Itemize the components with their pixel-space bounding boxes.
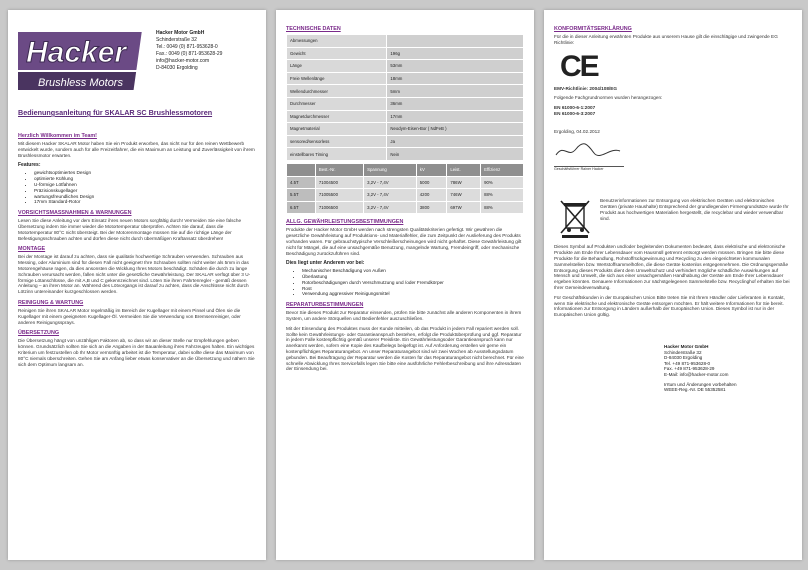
- repair-text-1: Bevor Sie dieses Produkt zur Reparatur einsenden, prüfen Sie bitte zunächst alle anderen Komponenten in ihrem System, um andere Störquellen und Bedienfehler auszuschließen.: [286, 310, 522, 322]
- address-line: D-84030 Ergolding: [664, 355, 703, 361]
- misuse-list: [286, 268, 524, 297]
- safety-text: Lesen Sie diese Anleitung vor dem Einsatz ihres neuen Motors sorgfältig durch! Vermeiden Sie eine falsche Übersetzung indem Sie immer wieder die Motortemperatur überprüfen. Achten Sie darauf, dass die Motortemperatur 80°C nicht übersteigt. Bei der Motorenmontage müssen Sie auf die richtige Länge der Befestigungsschrauben achten und dürfen diese nicht durch übermäßigen Kraftansatz überdrehen!: [18, 218, 242, 241]
- address-line: E-Mail: info@hacker-motor.com: [664, 371, 729, 377]
- address-line: Tel. +49 871-953628-0: [664, 360, 711, 366]
- repair-text-2: Mit der Einsendung des Produktes muss der Kunde mitteilen, ob das Produkt in jedem Fall repariert werden soll. Sollte kein Gewährleistungs- oder Garantieanspruch bestehen, erfolgt die Produktüberprüfung und ggf. Reparatur in jedem Falle kostenpflichtig gemäß unserer Preisliste. Ein Gewährleistungsoder Garantieanspruch kann nur anerkannt werden, sofern eine Kopie des Kaufbelegs beigefügt ist. Auf Anforderung erstellen wir gerne ein kostenpflichtiges Reparaturangebot. An unser Reparaturangebot sind wir zwei Wochen ab Ausstellungsdatum gebunden. Bei Beauftragung der Reparatur werden die Kosten für das Reparaturangebot nicht berechnet. Für eine schnelle Abwicklung Ihres Servicefalls legen Sie bitte eine ausführliche Fehlerbeschreibung und ihre Adressdaten der Einsendung bei.: [286, 325, 524, 372]
- table-row: 6.5T 71006500 3,2V - 7,4V 3800 697W 88%: [287, 201, 524, 214]
- address-line: Tel.: 0049 (0) 871-953628-0: [156, 44, 218, 50]
- svg-text:Hacker: Hacker: [26, 36, 127, 69]
- table-row: Durchmesser 36mm: [287, 97, 524, 110]
- list-item: • Mechanischer Beschädigung von Außen: [302, 268, 524, 274]
- welcome-heading: Herzlich Willkommen im Team!: [18, 133, 97, 139]
- table-header-row: Best.-Nr. Spannung kV Leist. Effizienz: [287, 163, 524, 176]
- footer-address: [664, 344, 792, 393]
- conformity-heading: KONFORMITÄTSERKLÄRUNG: [554, 26, 632, 32]
- cleaning-text: Reinigen Sie ihren SKALAR Motor regelmäßig im Bereich der Kugellager mit einem Pinsel und Ölen sie die Kugellager mit einem geeigneten Kugellager-Öl. Vermeiden Sie die Verwendung von Bremsenreiniger, oder anderen Reinigungssprays.: [18, 307, 241, 325]
- norms-intro: Folgende Fachgrundnormen wurden herangezogen:: [554, 95, 663, 101]
- weee-reg: WEEE-Reg.-Nr. DE 55352581: [664, 387, 726, 393]
- list-item: • Rotorbeschädigungen durch Verschmutzung und /oder Fremdkörper: [302, 280, 524, 286]
- list-item: • 17mm Standard-Rotor: [34, 199, 256, 205]
- norm: EN 61000-6-1:2007: [554, 105, 596, 111]
- table-row: einstellbares Timing Nein: [287, 148, 524, 161]
- norm: EN 61000-6-3:2007: [554, 110, 596, 116]
- signature-date: Ergolding, 04.02.2012: [554, 128, 600, 134]
- table-row: 4.5T 71004500 3,2V - 7,4V 5000 786W 90%: [287, 176, 524, 189]
- hacker-logo: [18, 30, 142, 92]
- warranty-text: Produkte der Hacker Motor GmbH werden nach strengsten Qualitätskriterien gefertigt. Wir gewähren die gesetzliche Gewährleistung auf Produktions- und Materialfehler, die zum Zeitpunkt der Auslieferung des Produkts vorhanden waren. Für gebrauchstypische Verschleißerscheinungen wird nicht gehaftet. Diese Gewährleistung gilt nicht für Mängel, die auf eine unsachgemäße Benutzung, mangelnde Wartung, Fremdeingriff, oder mechanische Beschädigung zurückzuführen sind.: [286, 227, 522, 256]
- conformity-text: Für die in dieser Anleitung erwähnten Produkte aus unserem Hause gilt die einschlägige und zwingende EG Richtlinie:: [554, 34, 778, 45]
- address-line: Fax.: 0049 (0) 871-953628-29: [156, 51, 223, 57]
- table-row: Wellendurchmesser 5mm: [287, 85, 524, 98]
- gear-ratio-text: Die Übersetzung hängt von unzähligen Faktoren ab, so dass wir an dieser Stelle nur Empfehlungen geben können. Grundsätzlich sollten Sie sich an die Angaben in der Bauanleitung ihres Fahrzeuges halten. Ein wichtiges Kriterium um festzustellen ob Ihr Motor vernünftig arbeitet ist die Temperatur, dabei sollte diese das Maximum von 80°C niemals überschreiten. Gehen Sie am Anfang lieber etwas konservativer an die Übersetzung und nähern Sie sich dem Optimum langsam an.: [18, 338, 255, 367]
- svg-text:Brushless Motors: Brushless Motors: [38, 77, 123, 89]
- list-item: • wartungsfreundliches Design: [34, 194, 256, 200]
- mounting-heading: MONTAGE: [18, 246, 46, 253]
- features-list: [18, 170, 256, 205]
- ce-mark-icon: CE: [560, 49, 598, 83]
- company-name: Hacker Motor GmbH: [664, 343, 709, 349]
- weee-bin-icon: [558, 198, 592, 238]
- table-row: sensored/sensorless Ja: [287, 135, 524, 148]
- company-name: Hacker Motor GmbH: [156, 30, 205, 36]
- table-row: Gewicht 196g: [287, 47, 524, 60]
- eu-business-text: Für Geschäftskunden in der Europäischen Union Bitte treten Sie mit Ihrem Händler oder Lieferanten in Kontakt, wenn Sie elektrische und elektronische Geräte entsorgen möchten. Er hält weitere Informationen für Sie bereit. Informationen zur Entsorgung in Ländern außerhalb der Europäischen Union. Dieses Symbol ist nur in der Europäischen Union gültig.: [554, 294, 785, 318]
- address-line: info@hacker-motor.com: [156, 58, 210, 64]
- disposal-intro: Benutzerinformationen zur Entsorgung von elektrischen Geräten und elektronischen Geräten (private Haushalte) Entsprechend der grundlegenden Firmengrundsätze wurde Ihr Produkt aus hochwertigen Materialien hergestellt, die recyclebar und wieder verwendbar sind.: [600, 198, 789, 221]
- specs-table: [286, 34, 524, 161]
- signature-icon: [554, 141, 624, 161]
- page-title: Bedienungsanleitung für SKALAR SC Brushlessmotoren: [18, 108, 213, 117]
- gear-ratio-heading: ÜBERSETZUNG: [18, 330, 60, 337]
- company-address: [156, 30, 222, 72]
- disclaimer: Irrtum und Änderungen vorbehalten: [664, 381, 737, 387]
- manual-page-middle: [276, 10, 534, 560]
- table-row: Abmessungen: [287, 35, 524, 48]
- manual-page-left: [8, 10, 266, 560]
- address-line: Schinderstraße 32: [664, 349, 702, 355]
- directive: EMV-Richtlinie: 2004/108/EG: [554, 85, 618, 91]
- cleaning-heading: REINIGUNG & WARTUNG: [18, 299, 84, 306]
- list-item: • Verwendung aggressiver Reinigungsmittel: [302, 291, 524, 297]
- list-item: • U-förmige Lötfahnen: [34, 182, 256, 188]
- table-row: Magnetmaterial Neodym-Eisen-Bor ( NdFeB ): [287, 123, 524, 136]
- list-item: • Rost: [302, 286, 524, 292]
- signer-name: Geschäftsführer Rainer Hacker: [554, 166, 624, 173]
- address-line: Schinderstraße 32: [156, 37, 197, 43]
- manual-page-right: [544, 10, 802, 560]
- misuse-heading: Dies liegt unter Anderem vor bei:: [286, 260, 365, 267]
- table-row: Freie Wellenlänge 18mm: [287, 72, 524, 85]
- address-line: D-84030 Ergolding: [156, 65, 198, 71]
- table-row: Magnetdurchmesser 17mm: [287, 110, 524, 123]
- features-heading: Features:: [18, 162, 41, 169]
- warranty-heading: ALLG. GEWÄHRLEISTUNGSBESTIMMUNGEN: [286, 219, 404, 226]
- disposal-text: Dieses Symbol auf Produkten und/oder begleitenden Dokumenten bedeutet, dass elektrische und elektronische Produkte am Ende Ihrer Lebensdauer vom Hausmüll getrennt entsorgt werden müssen. Bringen Sie bitte diese Produkte für die Behandlung, Rohstoffrückgewinnung und Recycling zu den eingerichteten kommunalen Sammelstellen bzw. Wertstoffsammelhöfen, die diese Geräte kostenlos entgegennehmen. Die Ordnungsgemäße Entsorgung dieses Produkts dient dem Umweltschutz und verhindert mögliche schädliche Auswirkungen auf Mensch und Umwelt, die sich aus einer unsachgemäßen Handhabung der Geräte am Ende Ihrer Lebensdauer ergeben könnten. Genauere Informationen zur nächstgelegenen Sammelstelle bzw. Recyclinghof erhalten Sie bei Ihrer Gemeindeverwaltung.: [554, 244, 790, 290]
- table-row: 5.5T 71005500 3,2V - 7,4V 4200 746W 88%: [287, 189, 524, 202]
- models-table: [286, 163, 524, 214]
- mounting-text: Bei der Montage ist darauf zu achten, dass sie qualitativ hochwertige Schrauben verwenden. Schrauben aus Messing, oder Aluminium sind für diesen Fall nicht geeignet! Ihre Schrauben sollten nicht weiter als 5mm in das Motorengehäuse ragen, da dies ansonsten die Wicklung Ihres Motors beschädigt. Schäden die durch zu lange Schrauben verursacht werden, fallen nicht unter die gesetzliche Gewährleistung. Der SKALAR verfügt über 3 U-förmige Lötanschlüsse, die mit A,B und C gekennzeichnet sind. Löten Sie ihren Fahrtenregler - gemäß dessen Anleitung – an ihren Motor an. Während des Lötvorgangs ist darauf zu achten, dass die Anschlüsse nicht durch Lötzinn untereinander kurzgeschlossen werden.: [18, 254, 251, 295]
- safety-heading: VORSICHTSMASSNAHMEN & WARNUNGEN: [18, 210, 132, 217]
- list-item: • Präzisionskugellager: [34, 188, 256, 194]
- list-item: • gewichtsoptimiertes Design: [34, 170, 256, 176]
- list-item: • optimierte Kühlung: [34, 176, 256, 182]
- repair-heading: REPARATURBESTIMMUNGEN: [286, 302, 364, 309]
- welcome-text: Mit diesem Hacker SKALAR Motor haben Sie ein Produkt erworben, das nicht nur für den reinen Wettbewerb entwickelt wurde, sondern auch für alle Freizeitfahrer, die ein Maximum an Leistung und Zuverlässigkeit von ihrem Brushlessmotor erwarten.: [18, 141, 255, 158]
- tech-data-heading: TECHNISCHE DATEN: [286, 26, 341, 32]
- table-row: Länge 53mm: [287, 60, 524, 73]
- address-line: Fax. +49 871-953628-29: [664, 366, 715, 372]
- list-item: • Überlastung: [302, 274, 524, 280]
